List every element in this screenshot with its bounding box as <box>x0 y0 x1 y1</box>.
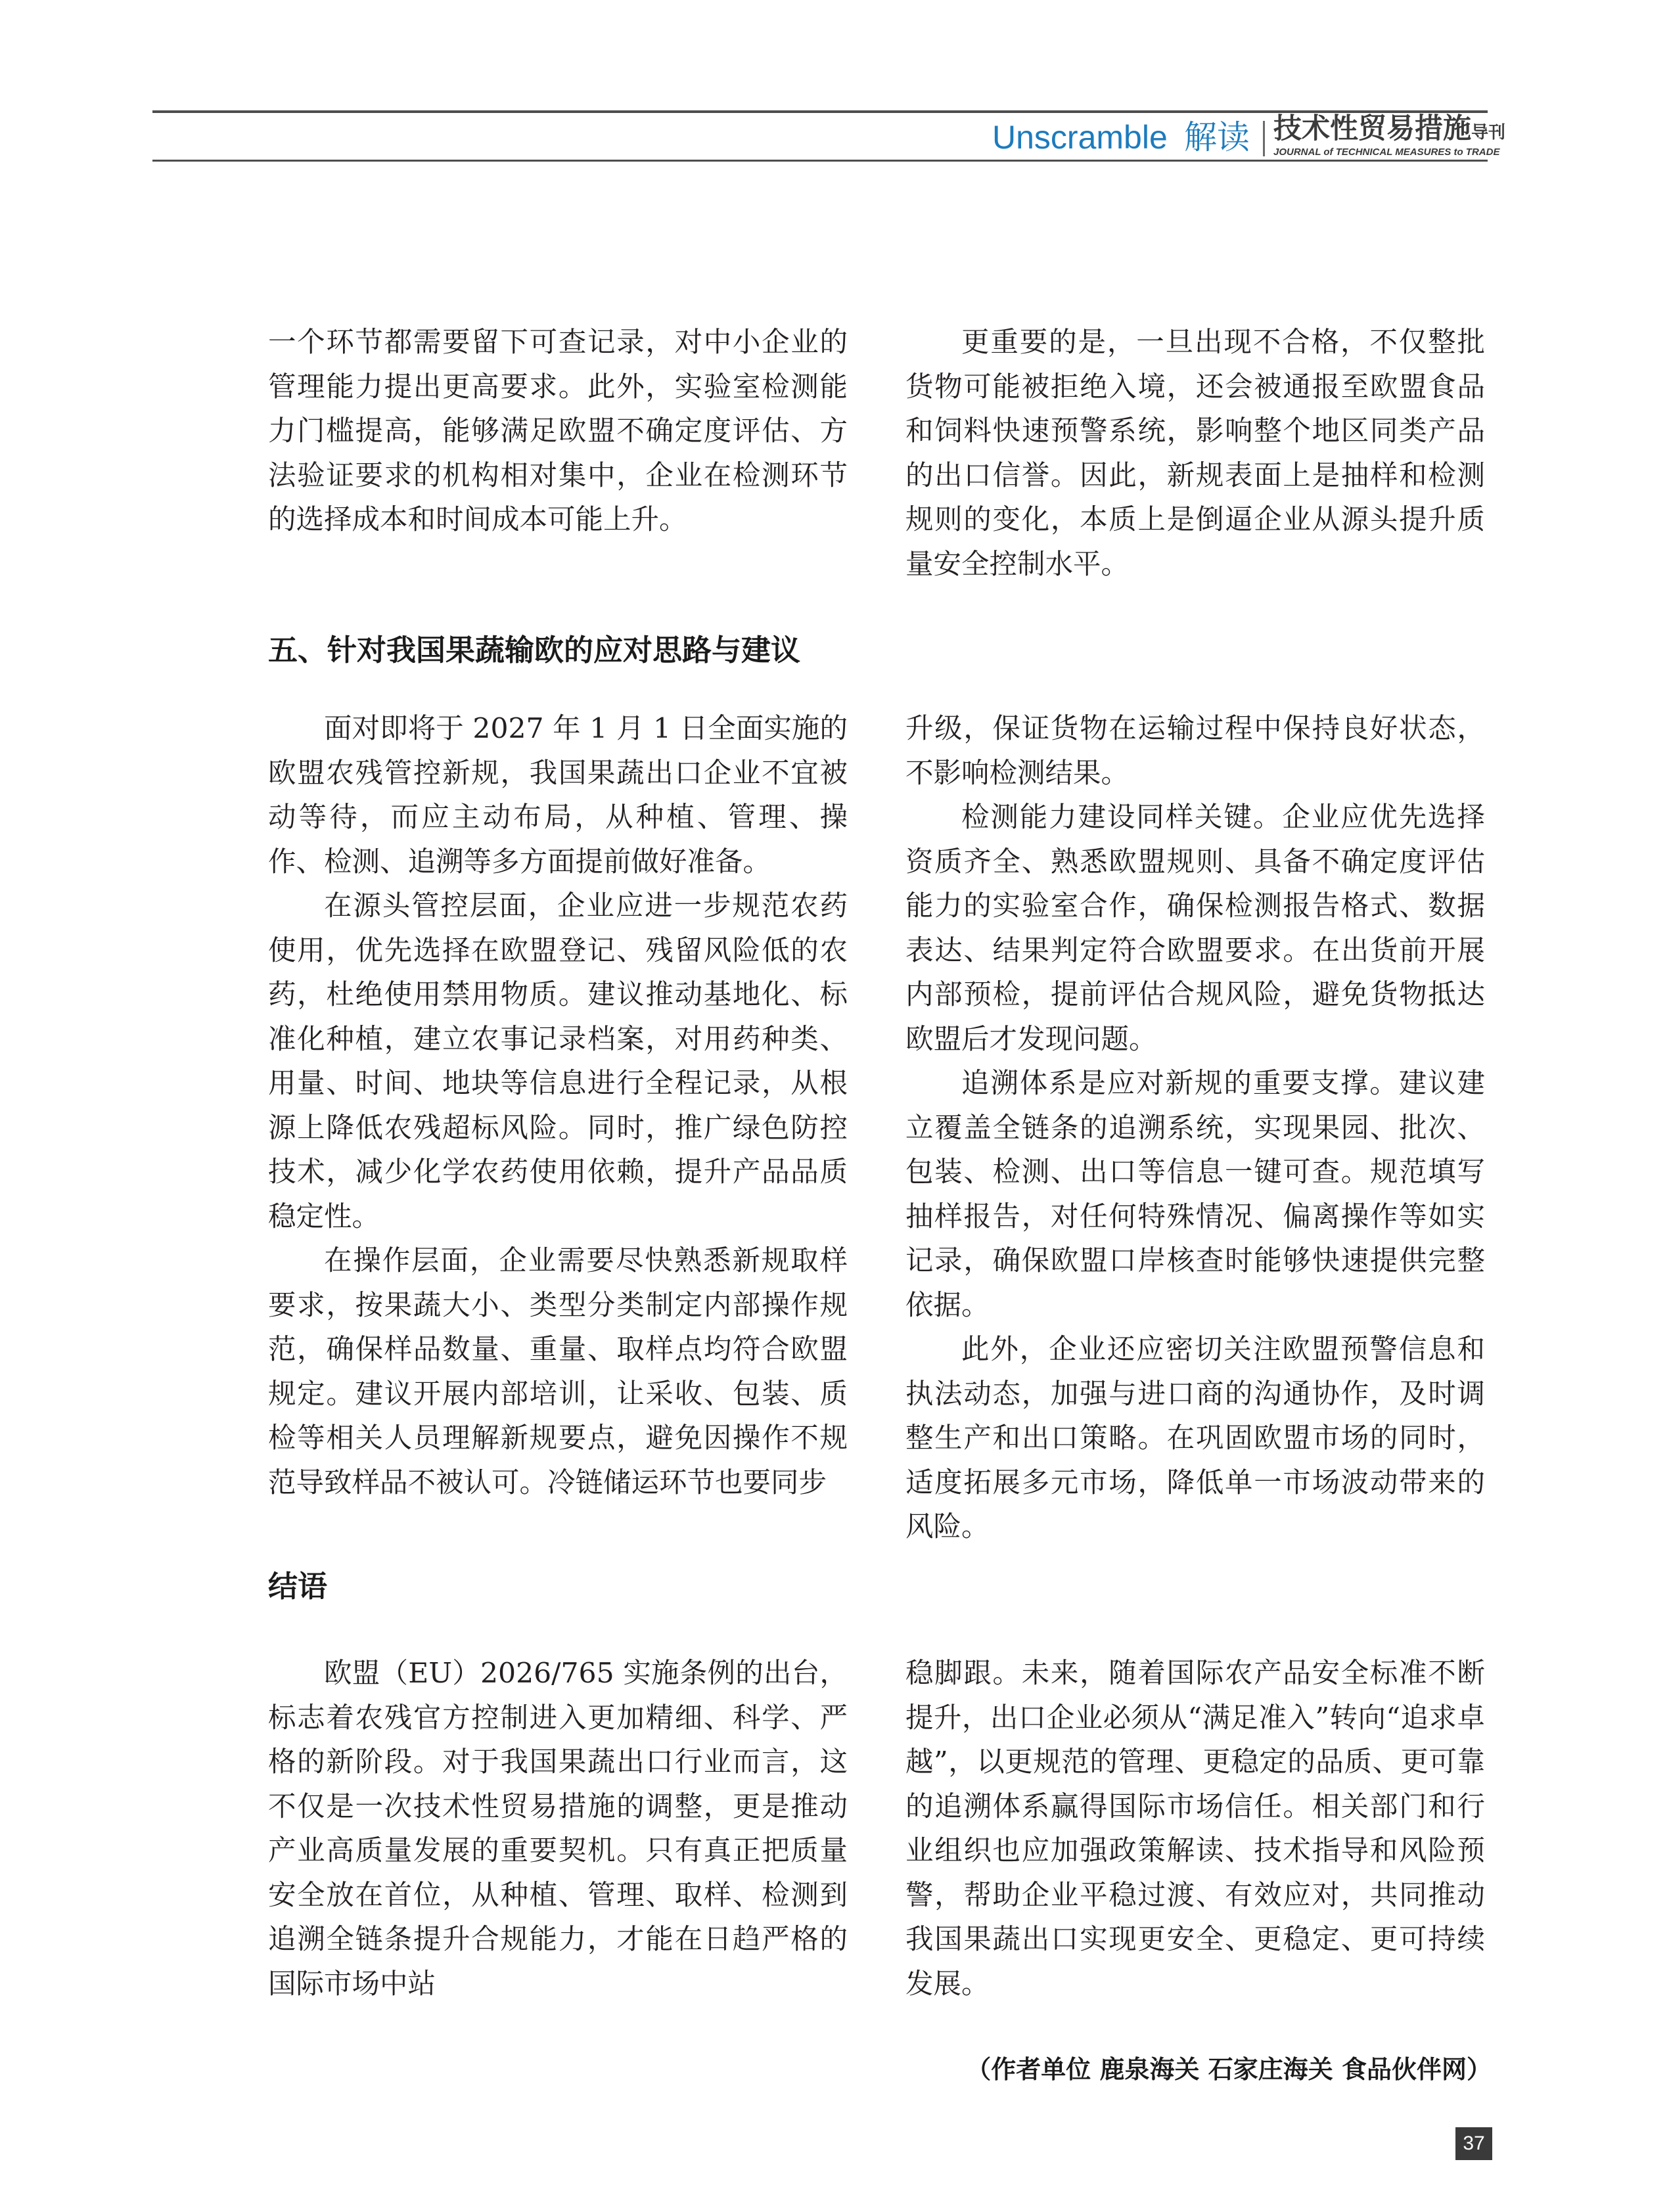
author-affiliation: （作者单位 鹿泉海关 石家庄海关 食品伙伴网） <box>966 2055 1492 2084</box>
paragraph: 追溯体系是应对新规的重要支撑。建议建立覆盖全链条的追溯系统，实现果园、批次、包装、检测、出口等信息一键可查。规范填写抽样报告，对任何特殊情况、偏离操作等如实记录，确保欧盟口岸核查时能够快速提供完整依据。 <box>905 1068 1485 1322</box>
section-label-english: Unscramble <box>992 119 1168 156</box>
section-5-right-column <box>905 707 1485 1550</box>
section-5-left-column <box>268 707 848 1505</box>
journal-logo <box>1273 112 1506 145</box>
conclusion-left-text: 欧盟（EU）2026/765 实施条例的出台，标志着农残官方控制进入更加精细、科学、严格的新阶段。对于我国果蔬出口行业而言，这不仅是一次技术性贸易措施的调整，更是推动产业高质量发展的重要契机。只有真正把质量安全放在首位，从种植、管理、取样、检测到追溯全链条提升合规能力，才能在日趋严格的国际市场中站 <box>268 1658 848 2000</box>
paragraph: 在源头管控层面，企业应进一步规范农药使用，优先选择在欧盟登记、残留风险低的农药，杜绝使用禁用物质。建议推动基地化、标准化种植，建立农事记录档案，对用药种类、用量、时间、地块等信息进行全程记录，从根源上降低农残超标风险。同时，推广绿色防控技术，减少化学农药使用依赖，提升产品品质稳定性。 <box>268 890 848 1233</box>
intro-left-text: 一个环节都需要留下可查记录，对中小企业的管理能力提出更高要求。此外，实验室检测能力门槛提高，能够满足欧盟不确定度评估、方法验证要求的机构相对集中，企业在检测环节的选择成本和时间成本可能上升。 <box>268 327 848 536</box>
header-rule-bottom <box>152 160 1488 162</box>
header-divider <box>1263 121 1265 156</box>
page-number: 37 <box>1455 2127 1492 2160</box>
paragraph: 检测能力建设同样关键。企业应优先选择资质齐全、熟悉欧盟规则、具备不确定度评估能力的实验室合作，确保检测报告格式、数据表达、结果判定符合欧盟要求。在出货前开展内部预检，提前评估合规风险，避免货物抵达欧盟后才发现问题。 <box>905 801 1485 1056</box>
intro-left-column <box>268 321 848 543</box>
journal-english-name: JOURNAL of TECHNICAL MEASURES to TRADE <box>1273 147 1500 158</box>
intro-right-text: 更重要的是，一旦出现不合格，不仅整批货物可能被拒绝入境，还会被通报至欧盟食品和饲料快速预警系统，影响整个地区同类产品的出口信誉。因此，新规表面上是抽样和检测规则的变化，本质上是倒逼企业从源头提升质量安全控制水平。 <box>905 327 1485 581</box>
conclusion-left-column <box>268 1652 848 2006</box>
conclusion-right-text: 稳脚跟。未来，随着国际农产品安全标准不断提升，出口企业必须从“满足准入”转向“追求卓越”，以更规范的管理、更稳定的品质、更可靠的追溯体系赢得国际市场信任。相关部门和行业组织也应加强政策解读、技术指导和风险预警，帮助企业平稳过渡、有效应对，共同推动我国果蔬出口实现更安全、更稳定、更可持续发展。 <box>905 1658 1485 2000</box>
paragraph: 此外，企业还应密切关注欧盟预警信息和执法动态，加强与进口商的沟通协作，及时调整生产和出口策略。在巩固欧盟市场的同时，适度拓展多元市场，降低单一市场波动带来的风险。 <box>905 1334 1485 1543</box>
journal-suffix: 导刊 <box>1471 123 1506 143</box>
section-5-heading: 五、针对我国果蔬输欧的应对思路与建议 <box>268 633 801 667</box>
section-label-chinese: 解读 <box>1184 118 1250 156</box>
journal-name: 技术性贸易措施 <box>1273 112 1471 145</box>
paragraph: 在操作层面，企业需要尽快熟悉新规取样要求，按果蔬大小、类型分类制定内部操作规范，确保样品数量、重量、取样点均符合欧盟规定。建议开展内部培训，让采收、包装、质检等相关人员理解新规要点，避免因操作不规范导致样品不被认可。冷链储运环节也要同步 <box>268 1245 848 1499</box>
conclusion-right-column <box>905 1652 1485 2006</box>
paragraph: 升级，保证货物在运输过程中保持良好状态，不影响检测结果。 <box>905 713 1485 790</box>
paragraph: 面对即将于 2027 年 1 月 1 日全面实施的欧盟农残管控新规，我国果蔬出口企业不宜被动等待，而应主动布局，从种植、管理、操作、检测、追溯等多方面提前做好准备。 <box>268 713 848 878</box>
conclusion-heading: 结语 <box>268 1569 328 1604</box>
intro-right-column <box>905 321 1485 587</box>
